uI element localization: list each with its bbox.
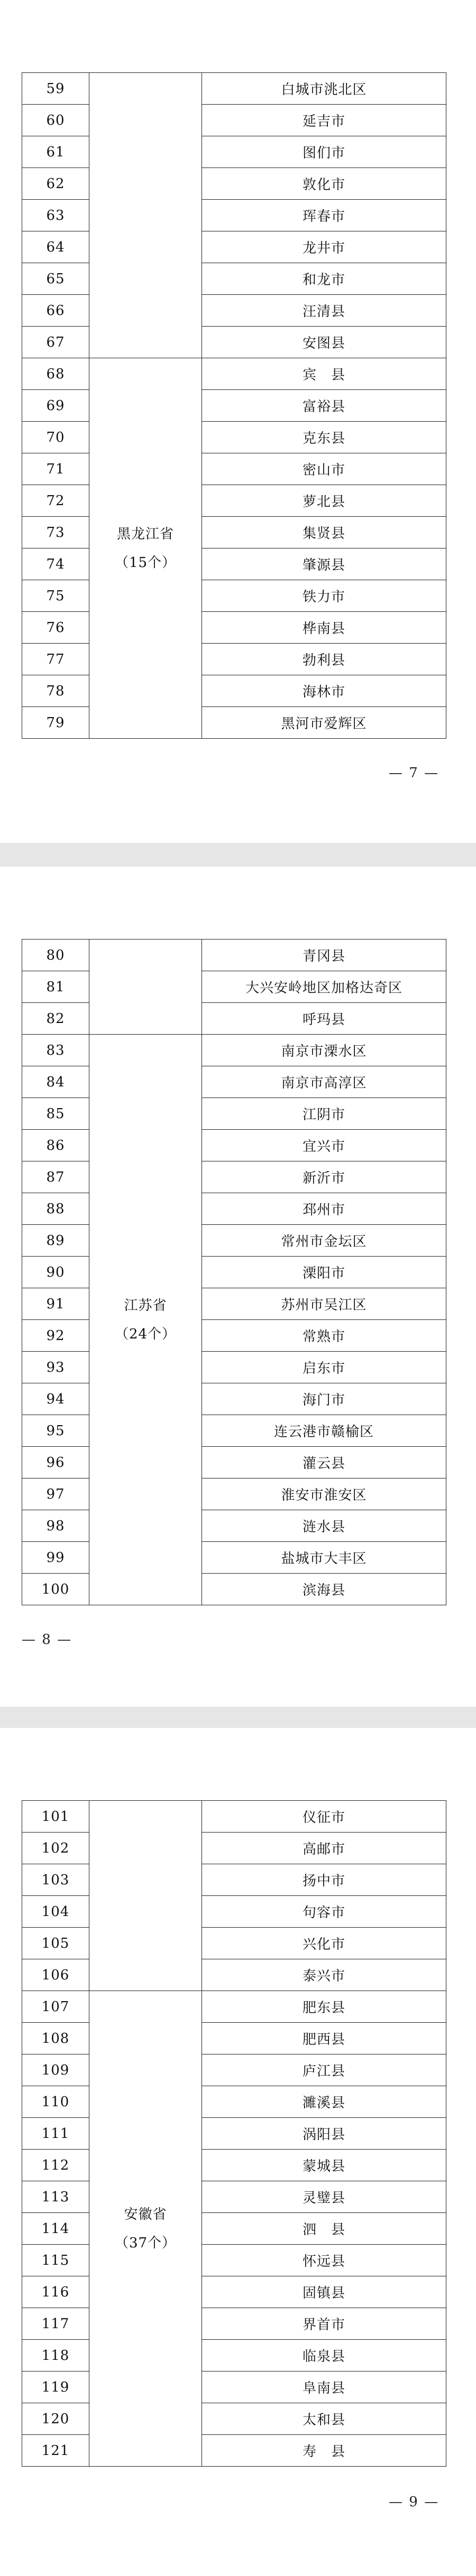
county-name: 固镇县 — [202, 2276, 446, 2308]
table-row — [22, 422, 446, 453]
county-name: 珲春市 — [202, 200, 446, 231]
county-name: 克东县 — [202, 422, 446, 453]
county-name: 涟水县 — [202, 1510, 446, 1542]
row-number: 96 — [22, 1447, 89, 1478]
county-name: 灵璧县 — [202, 2181, 446, 2213]
county-name: 南京市高淳区 — [202, 1066, 446, 1098]
table-row — [22, 2023, 446, 2054]
county-name: 肥东县 — [202, 1991, 446, 2023]
row-number: 97 — [22, 1478, 89, 1510]
table-row — [22, 485, 446, 517]
row-number: 66 — [22, 295, 89, 327]
table-row — [22, 1225, 446, 1257]
table-row — [22, 1991, 446, 2023]
table-row — [22, 580, 446, 612]
row-number: 60 — [22, 105, 89, 136]
table-row — [22, 1383, 446, 1415]
row-number: 116 — [22, 2276, 89, 2308]
county-name: 蒙城县 — [202, 2150, 446, 2181]
row-number: 104 — [22, 1896, 89, 1928]
table-row — [22, 707, 446, 739]
table-row — [22, 1896, 446, 1928]
county-name: 滨海县 — [202, 1574, 446, 1605]
county-name: 高邮市 — [202, 1833, 446, 1864]
county-name: 淮安市淮安区 — [202, 1478, 446, 1510]
table-row — [22, 453, 446, 485]
table-row — [22, 2086, 446, 2118]
table-row — [22, 358, 446, 390]
row-number: 79 — [22, 707, 89, 739]
table-row — [22, 1193, 446, 1225]
row-number: 98 — [22, 1510, 89, 1542]
county-name: 盐城市大丰区 — [202, 1542, 446, 1574]
row-number: 88 — [22, 1193, 89, 1225]
county-name: 肇源县 — [202, 548, 446, 580]
row-number: 106 — [22, 1959, 89, 1991]
county-name: 宾 县 — [202, 358, 446, 390]
table-row — [22, 1542, 446, 1574]
row-number: 114 — [22, 2213, 89, 2245]
table-row — [22, 200, 446, 231]
table-row — [22, 1833, 446, 1864]
row-number: 72 — [22, 485, 89, 517]
province-cell — [89, 1991, 202, 2467]
county-name: 泗 县 — [202, 2213, 446, 2245]
province-cell-continued — [89, 1801, 202, 1991]
row-number: 82 — [22, 1003, 89, 1035]
table-row — [22, 1288, 446, 1320]
county-name: 阜南县 — [202, 2372, 446, 2403]
table-row — [22, 231, 446, 263]
province-name: 安徽省 — [124, 2206, 167, 2222]
table-row — [22, 1447, 446, 1478]
county-name: 邳州市 — [202, 1193, 446, 1225]
table-row — [22, 136, 446, 168]
county-name: 太和县 — [202, 2403, 446, 2435]
row-number: 83 — [22, 1035, 89, 1066]
table-row — [22, 1066, 446, 1098]
row-number: 102 — [22, 1833, 89, 1864]
row-number: 90 — [22, 1257, 89, 1288]
table-row — [22, 327, 446, 358]
county-name: 铁力市 — [202, 580, 446, 612]
row-number: 78 — [22, 675, 89, 707]
county-name: 大兴安岭地区加格达奇区 — [202, 971, 446, 1003]
table-row — [22, 1959, 446, 1991]
row-number: 86 — [22, 1130, 89, 1161]
row-number: 80 — [22, 940, 89, 971]
county-name: 界首市 — [202, 2308, 446, 2340]
page-number-9: — 9 — — [389, 2494, 440, 2510]
row-number: 100 — [22, 1574, 89, 1605]
table-row — [22, 1801, 446, 1833]
county-name: 新沂市 — [202, 1161, 446, 1193]
county-name: 临泉县 — [202, 2340, 446, 2372]
row-number: 93 — [22, 1352, 89, 1383]
county-name: 启东市 — [202, 1352, 446, 1383]
county-name: 常州市金坛区 — [202, 1225, 446, 1257]
province-cell — [89, 358, 202, 739]
table-row — [22, 2150, 446, 2181]
row-number: 81 — [22, 971, 89, 1003]
county-name: 扬中市 — [202, 1864, 446, 1896]
page-number-7: — 7 — — [389, 765, 440, 781]
county-name: 呼玛县 — [202, 1003, 446, 1035]
row-number: 118 — [22, 2340, 89, 2372]
table-row — [22, 1035, 446, 1066]
table-row — [22, 1928, 446, 1959]
table-row — [22, 2213, 446, 2245]
row-number: 59 — [22, 73, 89, 105]
table-row — [22, 1257, 446, 1288]
county-name: 苏州市吴江区 — [202, 1288, 446, 1320]
row-number: 76 — [22, 612, 89, 644]
county-name: 寿 县 — [202, 2435, 446, 2467]
row-number: 74 — [22, 548, 89, 580]
province-cell-continued — [89, 940, 202, 1035]
province-name: 江苏省 — [124, 1297, 167, 1314]
table-row — [22, 168, 446, 200]
document-page-9 — [0, 1728, 476, 2576]
county-name: 敦化市 — [202, 168, 446, 200]
row-number: 121 — [22, 2435, 89, 2467]
table-row — [22, 1320, 446, 1352]
table-row — [22, 1864, 446, 1896]
county-name: 萝北县 — [202, 485, 446, 517]
county-name: 桦南县 — [202, 612, 446, 644]
county-name: 富裕县 — [202, 390, 446, 422]
province-count: （24个） — [114, 1326, 177, 1342]
row-number: 64 — [22, 231, 89, 263]
row-number: 77 — [22, 644, 89, 675]
row-number: 73 — [22, 517, 89, 548]
county-name: 勃利县 — [202, 644, 446, 675]
county-name: 灌云县 — [202, 1447, 446, 1478]
county-name: 泰兴市 — [202, 1959, 446, 1991]
row-number: 69 — [22, 390, 89, 422]
province-cell — [89, 1035, 202, 1605]
county-name: 庐江县 — [202, 2054, 446, 2086]
table-row — [22, 2340, 446, 2372]
county-name: 连云港市赣榆区 — [202, 1415, 446, 1447]
table-row — [22, 1098, 446, 1130]
row-number: 84 — [22, 1066, 89, 1098]
row-number: 107 — [22, 1991, 89, 2023]
county-name: 海林市 — [202, 675, 446, 707]
row-number: 112 — [22, 2150, 89, 2181]
row-number: 92 — [22, 1320, 89, 1352]
row-number: 99 — [22, 1542, 89, 1574]
table-row — [22, 1415, 446, 1447]
row-number: 101 — [22, 1801, 89, 1833]
row-number: 119 — [22, 2372, 89, 2403]
province-name: 黑龙江省 — [116, 526, 174, 542]
county-name: 兴化市 — [202, 1928, 446, 1959]
county-name: 溧阳市 — [202, 1257, 446, 1288]
table-row — [22, 971, 446, 1003]
county-name: 白城市洮北区 — [202, 73, 446, 105]
row-number: 63 — [22, 200, 89, 231]
table-row — [22, 390, 446, 422]
table-row — [22, 263, 446, 295]
county-list-table-page-9 — [22, 1800, 446, 2467]
county-list-table-page-8 — [22, 939, 446, 1605]
table-row — [22, 2403, 446, 2435]
county-name: 仪征市 — [202, 1801, 446, 1833]
row-number: 120 — [22, 2403, 89, 2435]
document-page-7 — [0, 0, 476, 843]
row-number: 105 — [22, 1928, 89, 1959]
table-row — [22, 1130, 446, 1161]
table-row — [22, 2054, 446, 2086]
row-number: 91 — [22, 1288, 89, 1320]
table-row — [22, 2276, 446, 2308]
county-name: 宜兴市 — [202, 1130, 446, 1161]
row-number: 95 — [22, 1415, 89, 1447]
table-row — [22, 1478, 446, 1510]
row-number: 115 — [22, 2245, 89, 2276]
row-number: 68 — [22, 358, 89, 390]
row-number: 94 — [22, 1383, 89, 1415]
county-name: 安图县 — [202, 327, 446, 358]
county-name: 涡阳县 — [202, 2118, 446, 2150]
county-name: 肥西县 — [202, 2023, 446, 2054]
county-name: 图们市 — [202, 136, 446, 168]
county-name: 和龙市 — [202, 263, 446, 295]
table-row — [22, 1574, 446, 1605]
row-number: 109 — [22, 2054, 89, 2086]
county-name: 海门市 — [202, 1383, 446, 1415]
table-row — [22, 675, 446, 707]
row-number: 111 — [22, 2118, 89, 2150]
table-row — [22, 644, 446, 675]
table-row — [22, 2435, 446, 2467]
table-row — [22, 1352, 446, 1383]
row-number: 65 — [22, 263, 89, 295]
county-name: 黑河市爱辉区 — [202, 707, 446, 739]
table-row — [22, 2308, 446, 2340]
province-count: （15个） — [114, 554, 177, 571]
table-row — [22, 1161, 446, 1193]
row-number: 70 — [22, 422, 89, 453]
table-row — [22, 548, 446, 580]
county-name: 集贤县 — [202, 517, 446, 548]
province-cell-continued — [89, 73, 202, 358]
row-number: 75 — [22, 580, 89, 612]
table-row — [22, 2181, 446, 2213]
county-name: 延吉市 — [202, 105, 446, 136]
county-name: 常熟市 — [202, 1320, 446, 1352]
county-list-table-page-7 — [22, 72, 446, 739]
table-row — [22, 2118, 446, 2150]
row-number: 67 — [22, 327, 89, 358]
table-row — [22, 2372, 446, 2403]
county-name: 句容市 — [202, 1896, 446, 1928]
table-row — [22, 295, 446, 327]
row-number: 61 — [22, 136, 89, 168]
county-name: 龙井市 — [202, 231, 446, 263]
row-number: 87 — [22, 1161, 89, 1193]
table-row — [22, 2245, 446, 2276]
document-page-8 — [0, 867, 476, 1707]
table-row — [22, 1510, 446, 1542]
county-name: 汪清县 — [202, 295, 446, 327]
county-name: 江阴市 — [202, 1098, 446, 1130]
table-row — [22, 1003, 446, 1035]
page-number-8: — 8 — — [22, 1632, 72, 1648]
table-row — [22, 105, 446, 136]
table-row — [22, 73, 446, 105]
row-number: 85 — [22, 1098, 89, 1130]
row-number: 110 — [22, 2086, 89, 2118]
row-number: 71 — [22, 453, 89, 485]
row-number: 103 — [22, 1864, 89, 1896]
row-number: 108 — [22, 2023, 89, 2054]
row-number: 62 — [22, 168, 89, 200]
county-name: 濉溪县 — [202, 2086, 446, 2118]
county-name: 青冈县 — [202, 940, 446, 971]
table-row — [22, 612, 446, 644]
province-count: （37个） — [114, 2235, 177, 2251]
row-number: 117 — [22, 2308, 89, 2340]
row-number: 113 — [22, 2181, 89, 2213]
row-number: 89 — [22, 1225, 89, 1257]
county-name: 南京市溧水区 — [202, 1035, 446, 1066]
table-row — [22, 517, 446, 548]
county-name: 怀远县 — [202, 2245, 446, 2276]
table-row — [22, 940, 446, 971]
county-name: 密山市 — [202, 453, 446, 485]
